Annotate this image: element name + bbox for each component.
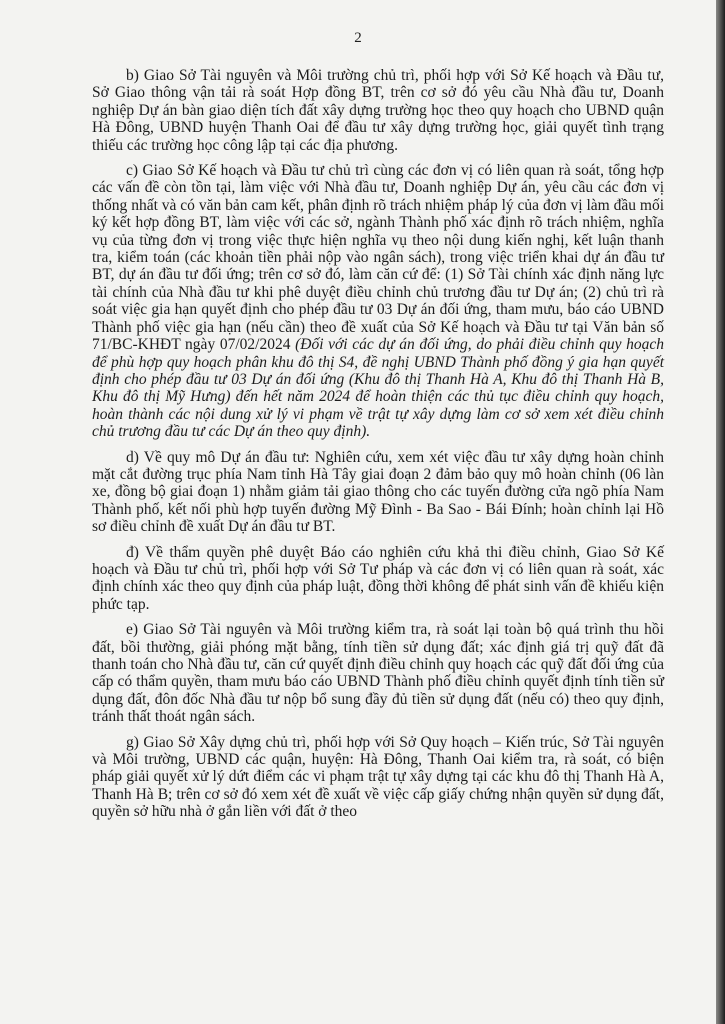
paragraph-c (92, 162, 664, 441)
paragraph-c-text: c) Giao Sở Kế hoạch và Đầu tư chủ trì cùng các đơn vị có liên quan rà soát, tổng hợp các vấn đề còn tồn tại, làm việc với Nhà đầu tư, Doanh nghiệp Dự án, yêu cầu các đơn vị thống nhất và có văn bản cam kết, phân định rõ trách nhiệm pháp lý của đơn vị làm đầu mối ký kết hợp đồng BT, làm việc với các sở, ngành Thành phố xác định rõ trách nhiệm, nghĩa vụ của từng đơn vị trong việc thực hiện nghĩa vụ theo nội dung kiến nghị, kết luận thanh tra, kiểm toán (các khoản tiền phải nộp vào ngân sách), trong việc triển khai dự án đầu tư BT, dự án đầu tư đối ứng; trên cơ sở đó, làm căn cứ để: (1) Sở Tài chính xác định năng lực tài chính của Nhà đầu tư khi phê duyệt điều chỉnh chủ trương đầu tư Dự án; (2) chủ trì rà soát việc gia hạn quyết định cho phép đầu tư 03 Dự án đối ứng, tham mưu, báo cáo UBND Thành phố việc gia hạn (nếu cần) theo đề xuất của Sở Kế hoạch và Đầu tư tại Văn bản số 71/BC-KHĐT ngày 07/02/2024 (92, 162, 664, 354)
paragraph-d: d) Về quy mô Dự án đầu tư: Nghiên cứu, xem xét việc đầu tư xây dựng hoàn chỉnh mặt cắt đường trục phía Nam tỉnh Hà Tây giai đoạn 2 đảm bảo quy mô hoàn chỉnh (06 làn xe, đồng bộ giai đoạn 1) nhằm giảm tải giao thông cho các tuyến đường cửa ngõ phía Nam Thành phố, kết nối phù hợp tuyến đường Mỹ Đình - Ba Sao - Bái Đính; hoàn chỉnh lại Hồ sơ điều chỉnh đề xuất Dự án đầu tư BT. (92, 448, 664, 536)
paragraph-b: b) Giao Sở Tài nguyên và Môi trường chủ trì, phối hợp với Sở Kế hoạch và Đầu tư, Sở Giao thông vận tải rà soát Hợp đồng BT, trên cơ sở đó yêu cầu Nhà đầu tư, Doanh nghiệp Dự án bàn giao diện tích đất xây dựng trường học theo quy hoạch cho UBND quận Hà Đông, UBND huyện Thanh Oai để đầu tư xây dựng trường học, giải quyết tình trạng thiếu các trường học công lập tại các địa phương. (92, 67, 664, 154)
document-body (92, 67, 664, 821)
page-edge-shadow (716, 0, 725, 1024)
paragraph-g: g) Giao Sở Xây dựng chủ trì, phối hợp với Sở Quy hoạch – Kiến trúc, Sở Tài nguyên và Môi trường, UBND các quận, huyện: Hà Đông, Thanh Oai kiểm tra, rà soát, có biện pháp giải quyết xử lý dứt điểm các vi phạm trật tự xây dựng tại các khu đô thị Thanh Hà A, Thanh Hà B; trên cơ sở đó xem xét đề xuất về việc cấp giấy chứng nhận quyền sử dụng đất, quyền sở hữu nhà ở gắn liền với đất ở theo (92, 733, 664, 821)
paragraph-e: e) Giao Sở Tài nguyên và Môi trường kiểm tra, rà soát lại toàn bộ quá trình thu hồi đất, bồi thường, giải phóng mặt bằng, tính tiền sử dụng đất; xác định giá trị quỹ đất đã thanh toán cho Nhà đầu tư, căn cứ quyết định điều chỉnh quy hoạch các quỹ đất đối ứng của cấp có thẩm quyền, tham mưu báo cáo UBND Thành phố điều chỉnh quyết định tính tiền sử dụng đất, đôn đốc Nhà đầu tư nộp bổ sung đầy đủ tiền sử dụng đất (nếu có) theo quy định, tránh thất thoát ngân sách. (92, 621, 664, 726)
paragraph-dd: đ) Về thẩm quyền phê duyệt Báo cáo nghiên cứu khả thi điều chỉnh, Giao Sở Kế hoạch và Đầu tư chủ trì, phối hợp với Sở Tư pháp và các đơn vị có liên quan rà soát, xác định chính xác theo quy định của pháp luật, đồng thời không để phát sinh vấn đề khiếu kiện phức tạp. (92, 543, 664, 613)
page-number: 2 (354, 30, 362, 46)
paragraph-c-italic-note: (Đối với các dự án đối ứng, do phải điều chỉnh quy hoạch để phù hợp quy hoạch phân khu đô thị S4, đề nghị UBND Thành phố đồng ý gia hạn quyết định cho phép đầu tư 03 Dự án đối ứng (Khu đô thị Thanh Hà A, Khu đô thị Thanh Hà B, Khu đô thị Mỹ Hưng) đến hết năm 2024 để hoàn thiện các thủ tục điều chỉnh quy hoạch, hoàn thành các nội dung xử lý vi phạm về trật tự xây dựng làm cơ sở xem xét điều chỉnh chủ trương đầu tư các Dự án theo quy định). (92, 336, 664, 441)
